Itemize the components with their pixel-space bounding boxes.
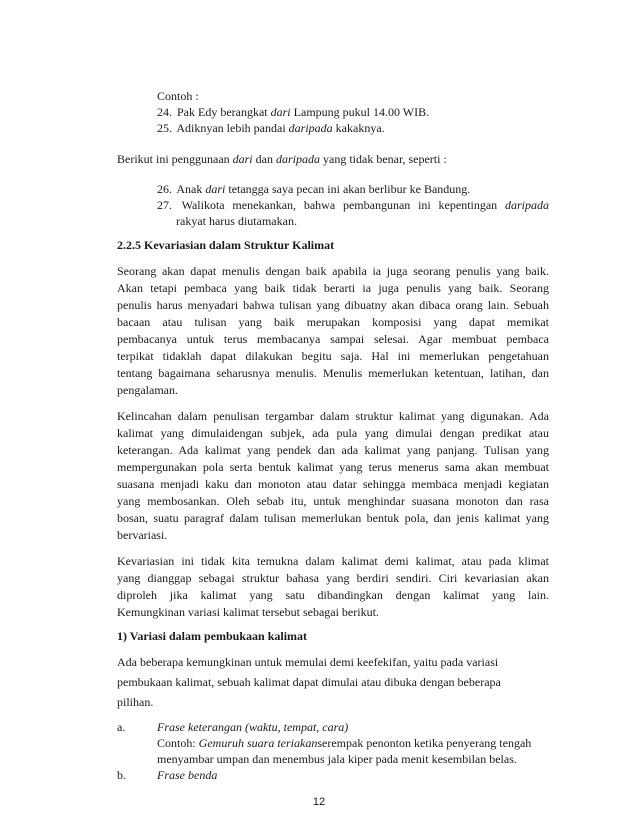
intro-text: Berikut ini penggunaan <box>117 152 230 166</box>
examples-label: Contoh : <box>157 89 199 103</box>
wrong-usage-intro <box>117 152 447 167</box>
paragraph2-line: kalimat yang dimulaidengan subjek, ada pula yang dimulai dengan predikat atau <box>117 426 549 440</box>
example-text: Adiknyan lebih pandai <box>176 121 286 135</box>
list-marker: a. <box>117 720 126 734</box>
example-27 <box>157 198 549 213</box>
example-26 <box>157 182 470 197</box>
page-number: 12 <box>312 796 326 808</box>
example-emphasis: dari <box>270 105 291 119</box>
list-item-example <box>157 736 531 751</box>
example-emphasis: dari <box>205 182 226 196</box>
paragraph2-line: yang membosankan. Oleh sebab itu, untuk menghindar suasana monoton dan rasa <box>117 494 549 508</box>
example-text: tetangga saya pecan ini akan berlibur ke Bandung. <box>228 182 471 196</box>
paragraph4-line: pilihan. <box>117 695 154 709</box>
list-marker: b. <box>117 768 126 782</box>
example-number: 27. <box>157 198 172 212</box>
paragraph1-line: Seorang akan dapat menulis dengan baik apabila ia juga seorang penulis yang baik. <box>117 264 549 278</box>
example-25 <box>157 121 385 136</box>
example-text: kakaknya. <box>335 121 385 135</box>
example-text: Lampung pukul 14.00 WIB. <box>293 105 430 119</box>
example-text: Pak Edy berangkat <box>177 105 268 119</box>
subheading: 1) Variasi dalam pembukaan kalimat <box>117 629 308 643</box>
paragraph1-line: terpikat tidaklah dapat dilakukan begitu saja. Hal ini memerlukan pengetahuan <box>117 349 549 363</box>
paragraph3-line: yang dianggap sebagai struktur bahasa yang berdiri sendiri. Ciri kevariasian akan <box>117 571 549 585</box>
paragraph1-line: pengalaman. <box>117 383 178 397</box>
example-text: serempak penonton ketika penyerang tengah <box>317 736 532 750</box>
list-item-title: Frase benda <box>157 768 218 782</box>
paragraph3-line: diproleh jika kalimat yang satu dibandingkan dengan kalimat yang lain. <box>117 588 549 602</box>
example-emphasis: daripada <box>288 121 333 135</box>
example-text: Anak <box>176 182 203 196</box>
section-heading: 2.2.5 Kevariasian dalam Struktur Kalimat <box>117 238 335 252</box>
example-number: 26. <box>157 182 172 196</box>
example-text: Walikota menekankan, bahwa pembangunan ini kepentingan <box>181 198 498 212</box>
paragraph1-line: Akan tetapi pembaca yang baik tidak berarti ia juga penulis yang baik. Seorang <box>117 281 549 295</box>
example-27-continuation: rakyat harus diutamakan. <box>176 214 297 228</box>
list-item-example-continuation: menyambar umpan dan menembus jala kiper pada menit kesembilan belas. <box>157 752 517 766</box>
paragraph3-line: Kevariasian ini tidak kita temukna dalam kalimat demi kalimat, atau pada klimat <box>117 554 549 568</box>
paragraph2-line: bosan, suatu paragraf dalam tulisan memerlukan bentuk pola, dan jenis kalimat yang <box>117 511 549 525</box>
paragraph2-line: keterangan. Ada kalimat yang pendek dan ada kalimat yang panjang. Tulisan yang <box>117 443 549 457</box>
paragraph2-line: suasana menjadi kaku dan monoton atau datar sehingga membaca menjadi kegiatan <box>117 477 549 491</box>
example-label: Contoh: <box>157 736 196 750</box>
example-24 <box>157 105 429 120</box>
intro-text: yang tidak benar, seperti : <box>323 152 447 166</box>
example-number: 24. <box>157 105 172 119</box>
paragraph1-line: bacaan atau tulisan yang baik merupakan komposisi yang dapat memikat <box>117 315 549 329</box>
example-number: 25. <box>157 121 172 135</box>
paragraph3-line: Kemungkinan variasi kalimat tersebut sebagai berikut. <box>117 605 379 619</box>
list-item-title: Frase keterangan (waktu, tempat, cara) <box>157 720 349 734</box>
paragraph1-line: penulis harus menyadari bahwa tulisan yang dibuatny akan dibaca orang lain. Sebuah <box>117 298 549 312</box>
paragraph2-line: mempergunakan pola serta bentuk kalimat yang terus menerus sama akan membuat <box>117 460 549 474</box>
paragraph2-line: Kelincahan dalam penulisan tergambar dalam struktur kalimat yang digunakan. Ada <box>117 409 549 423</box>
paragraph2-line: bervariasi. <box>117 528 168 542</box>
paragraph1-line: pembacanya untuk terus membacanya sampai selesai. Agar membuat pembaca <box>117 332 549 346</box>
intro-emphasis: daripada <box>275 152 320 166</box>
paragraph1-line: tentang bagaimana seharusnya menulis. Menulis memerlukan ketentuan, latihan, dan <box>117 366 549 380</box>
paragraph4-line: pembukaan kalimat, sebuah kalimat dapat dimulai atau dibuka dengan beberapa <box>117 675 501 689</box>
example-emphasis: daripada <box>504 198 549 212</box>
intro-emphasis: dari <box>232 152 253 166</box>
paragraph4-line: Ada beberapa kemungkinan untuk memulai demi keefekifan, yaitu pada variasi <box>117 655 499 669</box>
example-emphasis: Gemuruh suara teriakan <box>198 736 318 750</box>
intro-text: dan <box>255 152 273 166</box>
